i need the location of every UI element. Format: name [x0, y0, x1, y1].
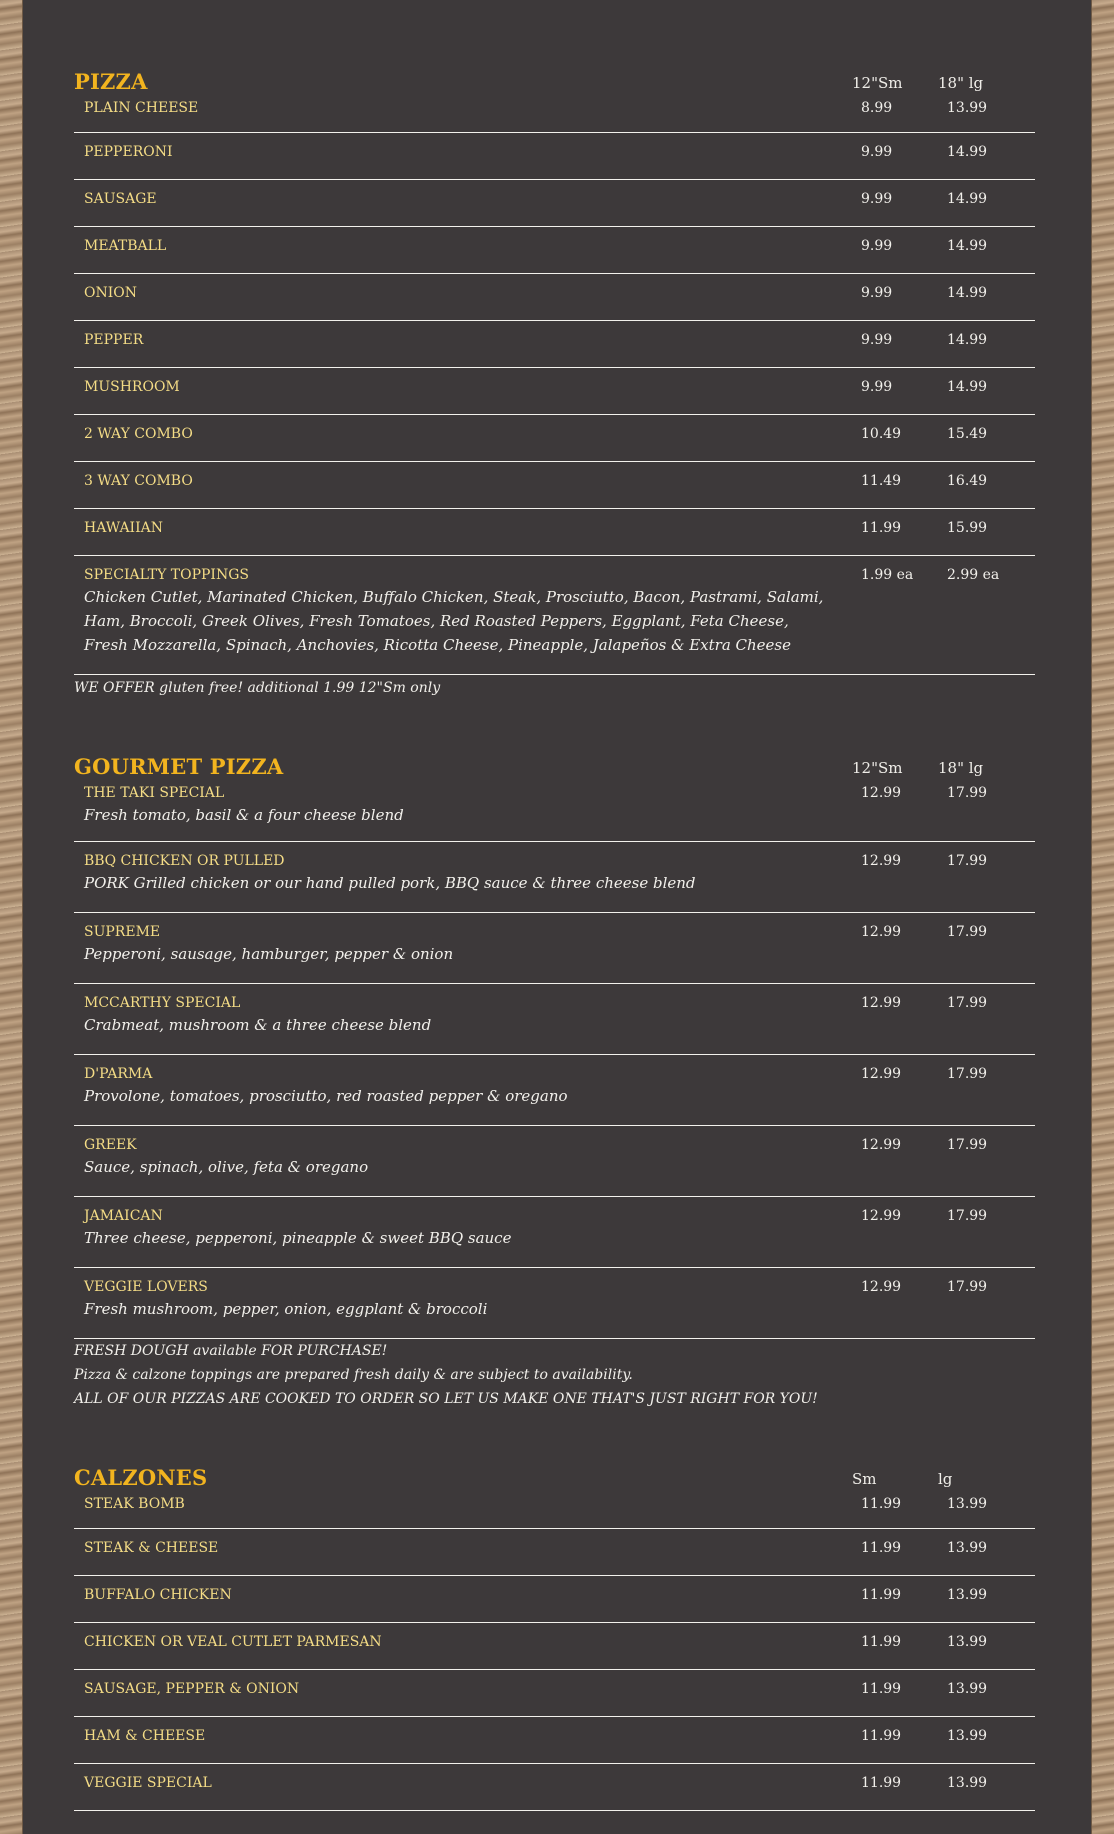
price-large: 14.99 [947, 332, 988, 348]
item-description: Chicken Cutlet, Marinated Chicken, Buffalo Chicken, Steak, Prosciutto, Bacon, Pastrami, Salami, Ham, Broccoli, Greek Olives, Fresh Tomatoes, Red Roasted Peppers, Eggplant, Feta Cheese, Fresh Mozzarella, Spinach, Anchovies, Ricotta Cheese, Pineapple, Jalapeños & Extra Cheese [84, 588, 824, 654]
price-large: 16.49 [947, 473, 988, 489]
list-item-specialty-toppings [74, 556, 1035, 675]
wood-frame-left [0, 0, 23, 1834]
price-large: 17.99 [947, 995, 988, 1011]
price-large: 13.99 [947, 1728, 988, 1744]
item-name: JAMAICAN [84, 1208, 163, 1224]
price-small: 9.99 [861, 332, 893, 348]
list-item [74, 1529, 1035, 1576]
price-small: 9.99 [861, 379, 893, 395]
item-description: Sauce, spinach, olive, feta & oregano [84, 1158, 369, 1176]
price-large: 13.99 [947, 100, 988, 116]
list-item [74, 1764, 1035, 1811]
price-large: 14.99 [947, 379, 988, 395]
gourmet-list [74, 783, 1035, 1339]
price-large: 17.99 [947, 1279, 988, 1295]
price-large: 14.99 [947, 144, 988, 160]
item-description: Fresh mushroom, pepper, onion, eggplant & broccoli [84, 1300, 488, 1318]
list-item [74, 415, 1035, 462]
price-small: 1.99 ea [861, 567, 914, 583]
list-item [74, 98, 1035, 133]
list-item [74, 984, 1035, 1055]
note-line: FRESH DOUGH available FOR PURCHASE! [74, 1343, 388, 1359]
price-large: 17.99 [947, 1137, 988, 1153]
item-name: 3 WAY COMBO [84, 473, 193, 489]
price-large: 13.99 [947, 1540, 988, 1556]
item-name: PEPPER [84, 332, 144, 348]
list-item [74, 368, 1035, 415]
price-small: 9.99 [861, 238, 893, 254]
size-large-header: 18" lg [938, 74, 984, 92]
price-large: 17.99 [947, 924, 988, 940]
item-name: MEATBALL [84, 238, 167, 254]
list-item [74, 913, 1035, 984]
size-small-header: Sm [852, 1470, 877, 1488]
list-item [74, 1576, 1035, 1623]
list-item [74, 1494, 1035, 1529]
price-small: 12.99 [861, 1208, 902, 1224]
item-name: MCCARTHY SPECIAL [84, 995, 241, 1011]
price-small: 12.99 [861, 1066, 902, 1082]
section-title: PIZZA [74, 69, 148, 94]
price-small: 12.99 [861, 924, 902, 940]
item-name: VEGGIE LOVERS [84, 1279, 208, 1295]
item-description: Provolone, tomatoes, prosciutto, red roasted pepper & oregano [84, 1087, 568, 1105]
size-large-header: 18" lg [938, 759, 984, 777]
list-item [74, 783, 1035, 842]
item-name: SAUSAGE, PEPPER & ONION [84, 1681, 300, 1697]
item-name: MUSHROOM [84, 379, 180, 395]
item-name: SPECIALTY TOPPINGS [84, 567, 249, 583]
item-name: D'PARMA [84, 1066, 153, 1082]
list-item [74, 1623, 1035, 1670]
gluten-free-note: WE OFFER gluten free! additional 1.99 12"Sm only [74, 680, 441, 696]
gourmet-header [74, 753, 1035, 783]
item-description: Fresh tomato, basil & a four cheese blend [84, 806, 404, 824]
item-name: BBQ CHICKEN OR PULLED [84, 853, 285, 869]
price-small: 12.99 [861, 785, 902, 801]
price-large: 14.99 [947, 191, 988, 207]
price-large: 17.99 [947, 853, 988, 869]
list-item [74, 227, 1035, 274]
price-large: 13.99 [947, 1496, 988, 1512]
price-large: 17.99 [947, 1066, 988, 1082]
gourmet-pizza-section [74, 753, 1035, 1411]
item-name: PEPPERONI [84, 144, 173, 160]
calzones-list [74, 1494, 1035, 1811]
price-large: 17.99 [947, 785, 988, 801]
price-small: 11.99 [861, 1496, 902, 1512]
price-small: 9.99 [861, 144, 893, 160]
list-item [74, 1717, 1035, 1764]
price-small: 9.99 [861, 285, 893, 301]
price-small: 11.99 [861, 1634, 902, 1650]
price-large: 2.99 ea [947, 567, 1000, 583]
gourmet-notes [74, 1339, 1035, 1411]
price-small: 10.49 [861, 426, 902, 442]
list-item [74, 180, 1035, 227]
pizza-header [74, 68, 1035, 98]
price-large: 14.99 [947, 285, 988, 301]
item-name: BUFFALO CHICKEN [84, 1587, 232, 1603]
list-item [74, 1126, 1035, 1197]
list-item [74, 1670, 1035, 1717]
note-line: Pizza & calzone toppings are prepared fresh daily & are subject to availability. [74, 1367, 633, 1383]
price-small: 11.49 [861, 473, 902, 489]
price-large: 17.99 [947, 1208, 988, 1224]
note-line: ALL OF OUR PIZZAS ARE COOKED TO ORDER SO LET US MAKE ONE THAT'S JUST RIGHT FOR YOU! [74, 1391, 818, 1407]
item-name: STEAK BOMB [84, 1496, 185, 1512]
price-large: 13.99 [947, 1775, 988, 1791]
price-small: 11.99 [861, 1775, 902, 1791]
price-small: 11.99 [861, 1728, 902, 1744]
item-name: THE TAKI SPECIAL [84, 785, 225, 801]
item-description: Three cheese, pepperoni, pineapple & sweet BBQ sauce [84, 1229, 512, 1247]
price-large: 15.49 [947, 426, 988, 442]
item-name: VEGGIE SPECIAL [84, 1775, 212, 1791]
price-small: 12.99 [861, 995, 902, 1011]
item-name: ONION [84, 285, 137, 301]
item-name: HAWAIIAN [84, 520, 163, 536]
list-item [74, 133, 1035, 180]
section-title: CALZONES [74, 1465, 208, 1490]
item-name: STEAK & CHEESE [84, 1540, 219, 1556]
item-name: SUPREME [84, 924, 161, 940]
list-item [74, 1055, 1035, 1126]
price-large: 14.99 [947, 238, 988, 254]
item-description: PORK Grilled chicken or our hand pulled pork, BBQ sauce & three cheese blend [84, 874, 696, 892]
list-item [74, 1197, 1035, 1268]
size-large-header: lg [938, 1470, 953, 1488]
item-name: PLAIN CHEESE [84, 100, 199, 116]
list-item [74, 462, 1035, 509]
item-description: Crabmeat, mushroom & a three cheese blend [84, 1016, 432, 1034]
item-name: CHICKEN OR VEAL CUTLET PARMESAN [84, 1634, 382, 1650]
section-title: GOURMET PIZZA [74, 754, 284, 779]
size-small-header: 12"Sm [852, 74, 903, 92]
item-name: HAM & CHEESE [84, 1728, 206, 1744]
size-small-header: 12"Sm [852, 759, 903, 777]
item-name: 2 WAY COMBO [84, 426, 193, 442]
calzones-section [74, 1464, 1035, 1811]
price-large: 13.99 [947, 1587, 988, 1603]
item-name: SAUSAGE [84, 191, 157, 207]
pizza-section [74, 68, 1035, 700]
wood-frame-right [1091, 0, 1114, 1834]
pizza-list [74, 98, 1035, 556]
list-item [74, 509, 1035, 556]
item-name: GREEK [84, 1137, 137, 1153]
price-large: 15.99 [947, 520, 988, 536]
price-small: 11.99 [861, 1681, 902, 1697]
price-small: 11.99 [861, 1587, 902, 1603]
item-description: Pepperoni, sausage, hamburger, pepper & onion [84, 945, 454, 963]
price-small: 12.99 [861, 1279, 902, 1295]
price-small: 11.99 [861, 1540, 902, 1556]
price-small: 11.99 [861, 520, 902, 536]
calzones-header [74, 1464, 1035, 1494]
price-small: 9.99 [861, 191, 893, 207]
price-small: 12.99 [861, 853, 902, 869]
price-large: 13.99 [947, 1634, 988, 1650]
list-item [74, 842, 1035, 913]
list-item [74, 321, 1035, 368]
list-item [74, 274, 1035, 321]
list-item [74, 1268, 1035, 1339]
price-small: 12.99 [861, 1137, 902, 1153]
price-large: 13.99 [947, 1681, 988, 1697]
price-small: 8.99 [861, 100, 893, 116]
